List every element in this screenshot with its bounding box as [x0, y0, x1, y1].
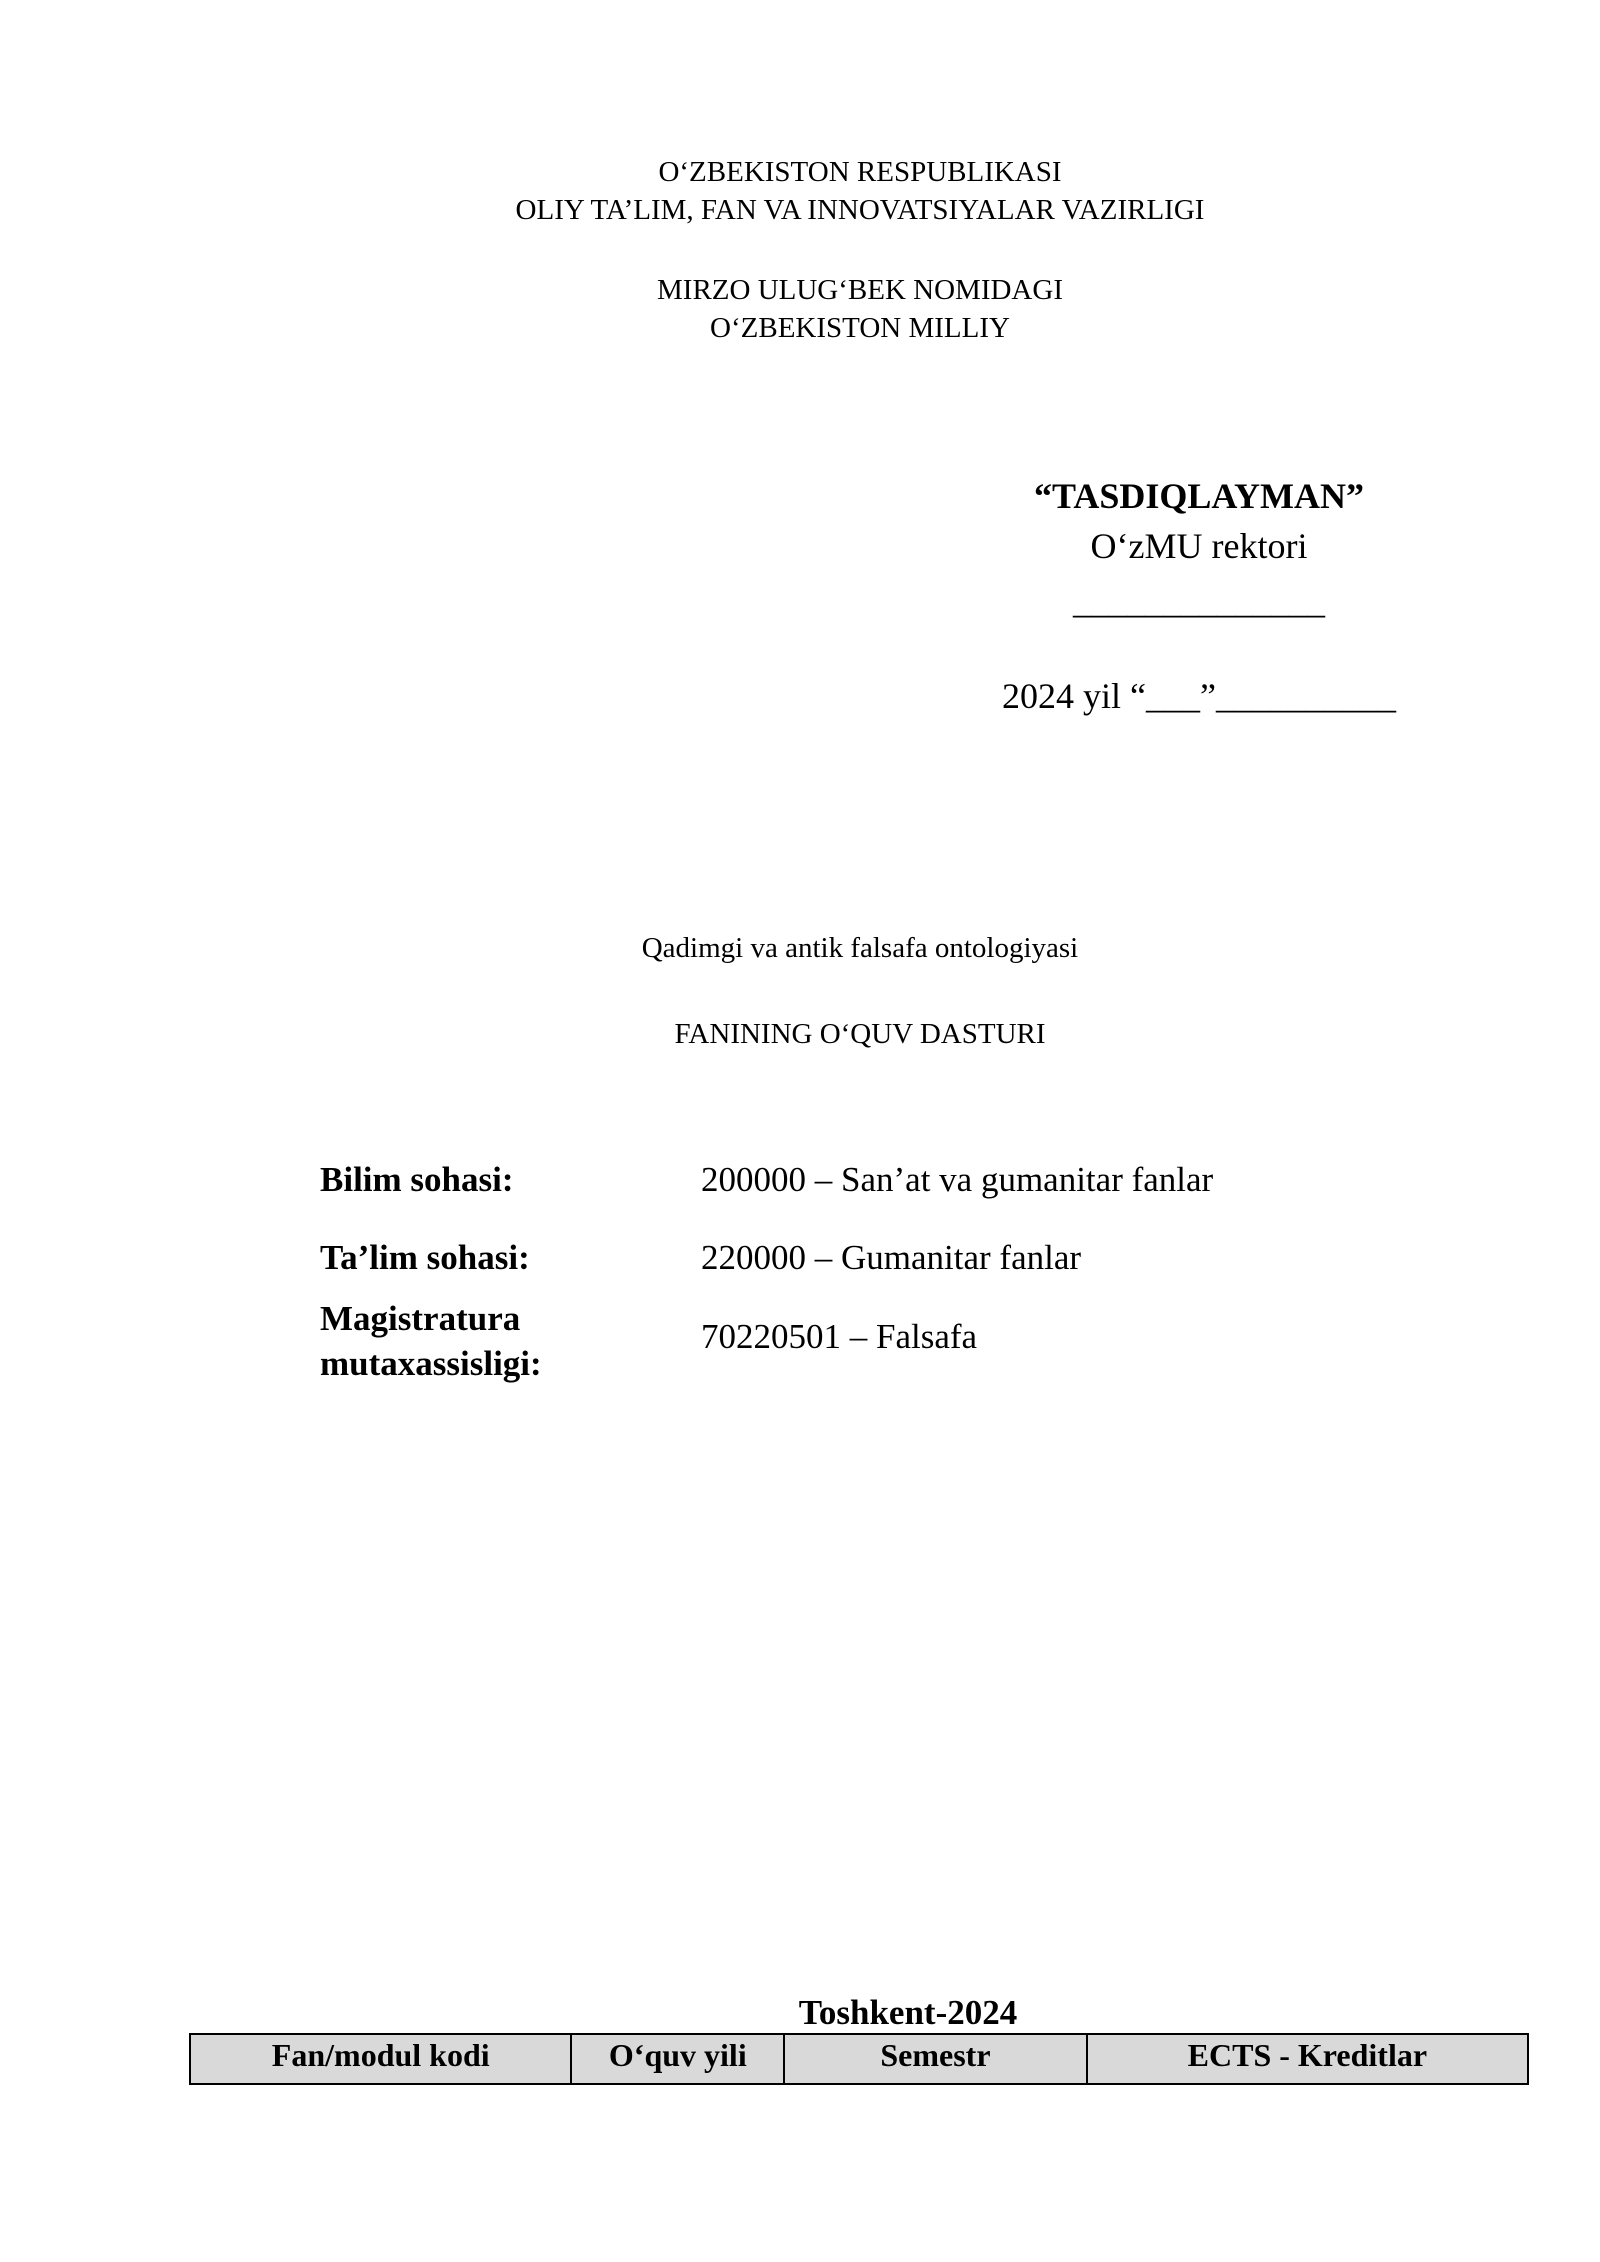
document-type: FANINING O‘QUV DASTURI: [674, 1018, 1046, 1050]
header-ministry: OLIY TA’LIM, FAN VA INNOVATSIYALAR VAZIRLIGI: [515, 194, 1205, 226]
city-year: Toshkent-2024: [798, 1993, 1018, 2032]
info-label-bilim-sohasi: Bilim sohasi:: [320, 1160, 514, 1199]
info-label-talim-sohasi: Ta’lim sohasi:: [320, 1238, 530, 1277]
table-header-row: [190, 2034, 1528, 2084]
approval-position: O‘zMU rektori: [1090, 526, 1308, 566]
column-header-ects: ECTS - Kreditlar: [1087, 2034, 1528, 2084]
subject-name: Qadimgi va antik falsafa ontologiyasi: [641, 932, 1079, 964]
info-value-bilim-sohasi: 200000 – San’at va gumanitar fanlar: [701, 1160, 1214, 1199]
info-label-magistratura-line1: Magistratura: [320, 1299, 521, 1338]
header-university-line1: MIRZO ULUG‘BEK NOMIDAGI: [657, 274, 1063, 306]
column-header-year: O‘quv yili: [571, 2034, 784, 2084]
header-university-line2: O‘ZBEKISTON MILLIY: [710, 312, 1010, 344]
info-label-magistratura-line2: mutaxassisligi:: [320, 1344, 542, 1383]
column-header-semester: Semestr: [784, 2034, 1087, 2084]
info-value-talim-sohasi: 220000 – Gumanitar fanlar: [701, 1238, 1082, 1277]
course-meta-table: [189, 2033, 1529, 2085]
info-value-mutaxassislik: 70220501 – Falsafa: [701, 1317, 978, 1356]
header-country: O‘ZBEKISTON RESPUBLIKASI: [658, 156, 1062, 188]
column-header-code: Fan/modul kodi: [190, 2034, 571, 2084]
approval-title: “TASDIQLAYMAN”: [1033, 476, 1365, 516]
signature-line: ______________: [1073, 581, 1325, 621]
approval-date: 2024 yil “___”__________: [1002, 676, 1396, 716]
